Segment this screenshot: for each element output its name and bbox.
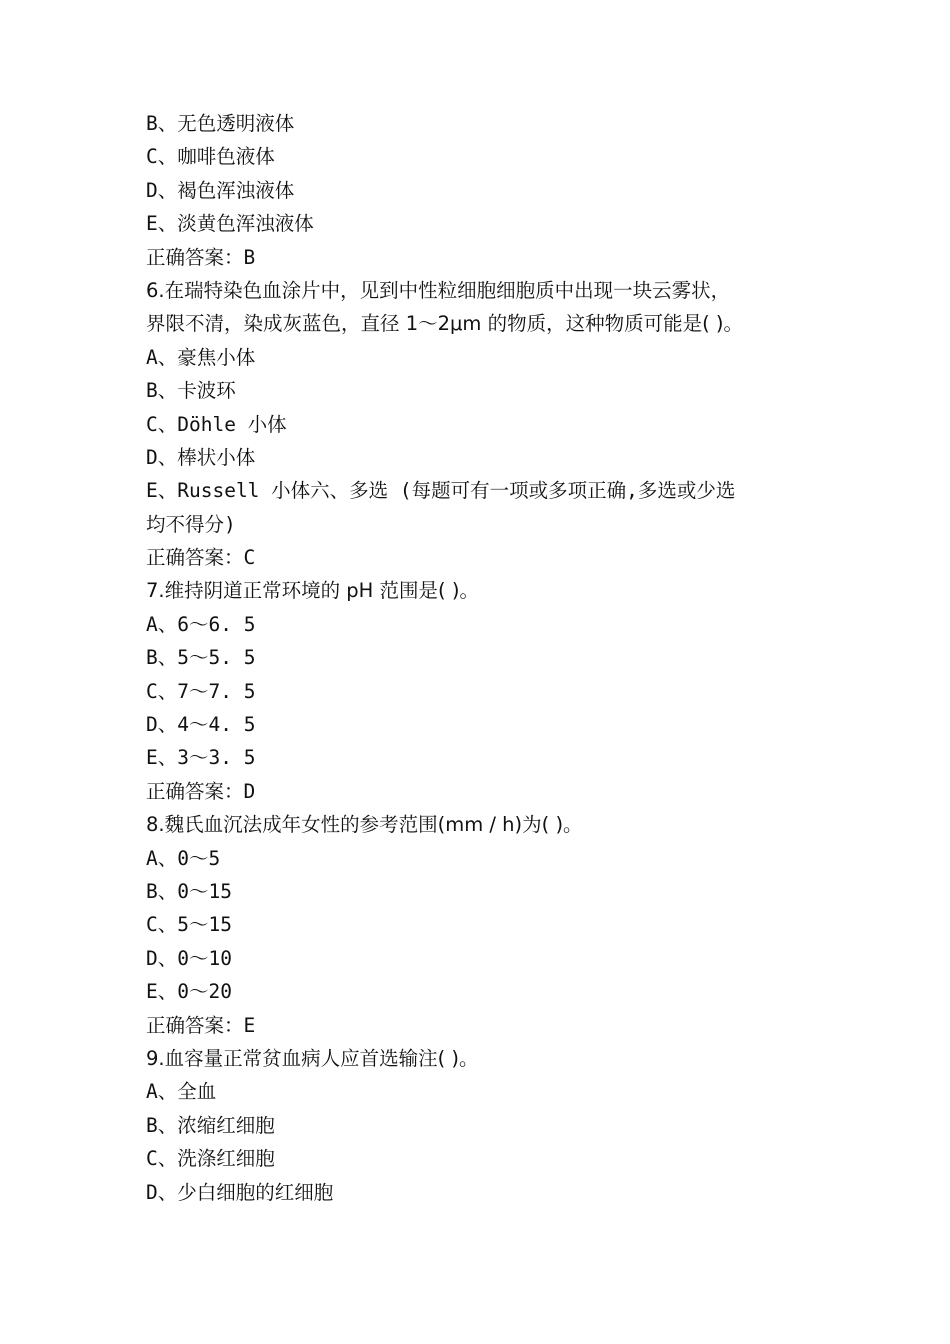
answer-line: 正确答案：C (146, 546, 256, 570)
option-line: E、0～20 (146, 980, 232, 1004)
option-line: A、全血 (146, 1080, 217, 1104)
question-line: 7.维持阴道正常环境的 pH 范围是( )。 (146, 579, 479, 603)
option-line: D、棒状小体 (146, 445, 256, 469)
answer-line: 正确答案：D (146, 779, 256, 803)
option-line: E、淡黄色浑浊液体 (146, 212, 314, 236)
option-line: D、0～10 (146, 946, 232, 970)
option-line: B、0～15 (146, 879, 232, 903)
option-line: B、5～5. 5 (146, 646, 256, 670)
option-line: E、Russell 小体六、多选 (每题可有一项或多项正确,多选或少选 (146, 479, 736, 503)
option-line: C、咖啡色液体 (146, 145, 275, 169)
option-line: D、4～4. 5 (146, 713, 256, 737)
question-line: 界限不清，染成灰蓝色，直径 1～2μm 的物质，这种物质可能是( )。 (146, 312, 744, 336)
answer-line: 正确答案：B (146, 245, 256, 269)
option-line: E、3～3. 5 (146, 746, 256, 770)
option-line: A、豪焦小体 (146, 345, 256, 369)
answer-line: 正确答案：E (146, 1013, 256, 1037)
option-line: C、5～15 (146, 913, 232, 937)
question-line: 9.血容量正常贫血病人应首选输注( )。 (146, 1046, 479, 1070)
option-line: A、6～6. 5 (146, 612, 256, 636)
question-line: 6.在瑞特染色血涂片中，见到中性粒细胞细胞质中出现一块云雾状， (146, 278, 731, 302)
option-line: B、浓缩红细胞 (146, 1113, 275, 1137)
option-line: C、Döhle 小体 (146, 412, 287, 436)
document-page (146, 107, 836, 1209)
option-line: 均不得分) (146, 512, 236, 536)
option-line: B、卡波环 (146, 379, 236, 403)
option-line: A、0～5 (146, 846, 221, 870)
option-line: C、7～7. 5 (146, 679, 256, 703)
option-line: C、洗涤红细胞 (146, 1147, 275, 1171)
option-line: B、无色透明液体 (146, 112, 295, 135)
option-line: D、少白细胞的红细胞 (146, 1180, 334, 1204)
question-line: 8.魏氏血沉法成年女性的参考范围(mm / h)为( )。 (146, 813, 583, 837)
option-line: D、褐色浑浊液体 (146, 178, 295, 202)
